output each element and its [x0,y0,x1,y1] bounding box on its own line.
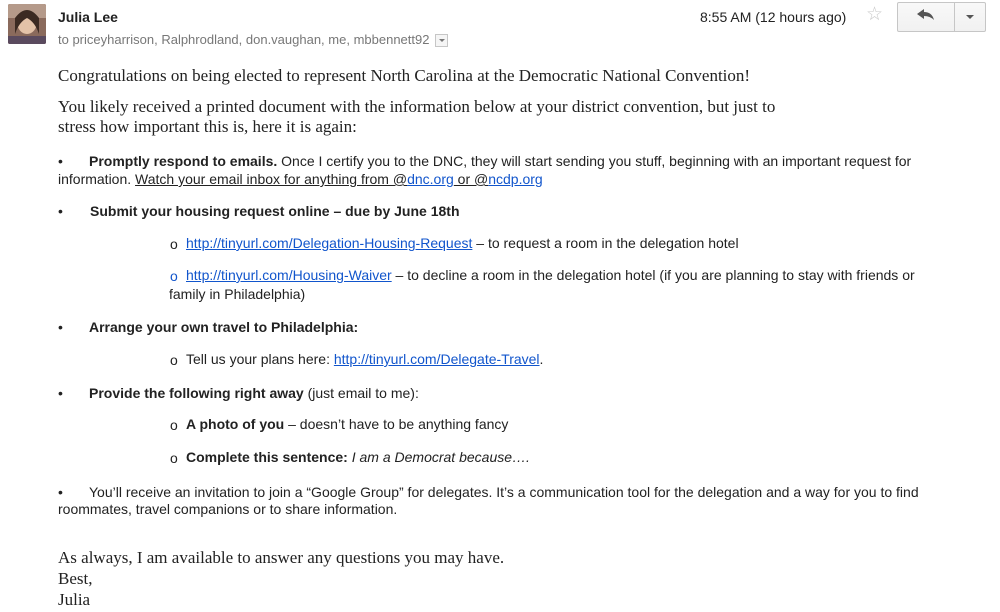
or-text: or @ [453,171,489,187]
sub-bullet-4-1: o [170,417,178,433]
delegate-travel-link[interactable]: http://tinyurl.com/Delegate-Travel [333,351,540,367]
sub-item-2-2-line1 [186,267,915,284]
list-item-1-line2 [58,171,543,188]
bullet-3: • [58,319,63,335]
list-item-1-text: Once I certify you to the DNC, they will start sending you stuff, beginning with an important request for [277,153,912,169]
sub-bullet-2-2: o [170,268,178,284]
housing-request-link[interactable]: http://tinyurl.com/Delegation-Housing-Request [186,235,473,251]
sub-item-2-1-text: – to request a room in the delegation hotel [472,235,739,251]
bullet-5: • [58,484,63,500]
message-actions [897,2,986,32]
closing-line: As always, I am available to answer any questions you may have. [58,548,505,567]
list-item-5-line2: roommates, travel companions or to share information. [58,501,398,517]
list-item-1-bold: Promptly respond to emails. [89,153,278,169]
list-item-2-bold: Submit your housing request online – due by June 18th [90,203,460,219]
sign-off: Best, [58,569,93,588]
bullet-1: • [58,153,63,169]
list-item-4-text: (just email to me): [303,385,419,401]
list-item-4-bold: Provide the following right away [89,385,304,401]
sub-bullet-4-2: o [170,450,178,466]
recipients-text: to priceyharrison, Ralphrodland, don.vaughan, me, mbbennett92 [58,32,430,47]
reply-icon [917,8,935,26]
sub-item-3-1-end: . [539,351,544,367]
list-item-3 [89,319,358,336]
reply-button[interactable] [897,2,955,32]
sub-item-3-1 [186,351,543,368]
sub-item-4-1-bold: A photo of you [186,416,285,432]
list-item-5-line1: You’ll receive an invitation to join a “Google Group” for delegates. It’s a communication tool for the delegation and a way for you to find [89,484,919,500]
timestamp[interactable]: 8:55 AM (12 hours ago) [700,9,847,25]
sub-item-2-2-line2: family in Philadelphia) [169,286,306,302]
ncdp-link[interactable]: ncdp.org [488,171,543,187]
sub-item-4-2-bold: Complete this sentence: [186,449,348,465]
signature-name: Julia [58,590,91,609]
intro-paragraph-2-line2: stress how important this is, here it is again: [58,117,357,136]
list-item-3-bold: Arrange your own travel to Philadelphia: [89,319,359,335]
dnc-link[interactable]: dnc.org [407,171,454,187]
sub-item-4-2 [186,449,530,466]
sub-item-4-1-text: – doesn’t have to be anything fancy [284,416,509,432]
list-item-1-line1 [89,153,911,170]
housing-waiver-link[interactable]: http://tinyurl.com/Housing-Waiver [186,267,392,283]
sub-item-4-1 [186,416,508,433]
sub-item-4-2-italic: I am a Democrat because…. [347,449,530,465]
watch-inbox-text: Watch your email inbox for anything from @ [135,171,408,187]
list-item-1-prefix: information. [58,171,136,187]
recipients-line [58,32,448,47]
sub-bullet-3-1: o [170,352,178,368]
more-options-button[interactable] [955,2,986,32]
sub-item-2-1 [186,235,739,252]
sub-bullet-2-1: o [170,236,178,252]
chevron-down-icon [966,15,974,19]
avatar[interactable] [8,4,46,44]
sub-item-2-2-text: – to decline a room in the delegation hotel (if you are planning to stay with friends or [391,267,915,283]
intro-paragraph-2-line1: You likely received a printed document with the information below at your district convention, but just to [58,97,776,116]
intro-paragraph-1: Congratulations on being elected to represent North Carolina at the Democratic National Convention! [58,66,751,85]
star-icon[interactable]: ☆ [866,4,884,25]
list-item-2 [90,203,460,220]
list-item-4 [89,385,419,402]
bullet-2: • [58,203,63,219]
show-details-dropdown[interactable] [435,34,448,47]
sub-item-3-1-text: Tell us your plans here: [186,351,334,367]
bullet-4: • [58,385,63,401]
sender-name[interactable]: Julia Lee [58,9,118,25]
